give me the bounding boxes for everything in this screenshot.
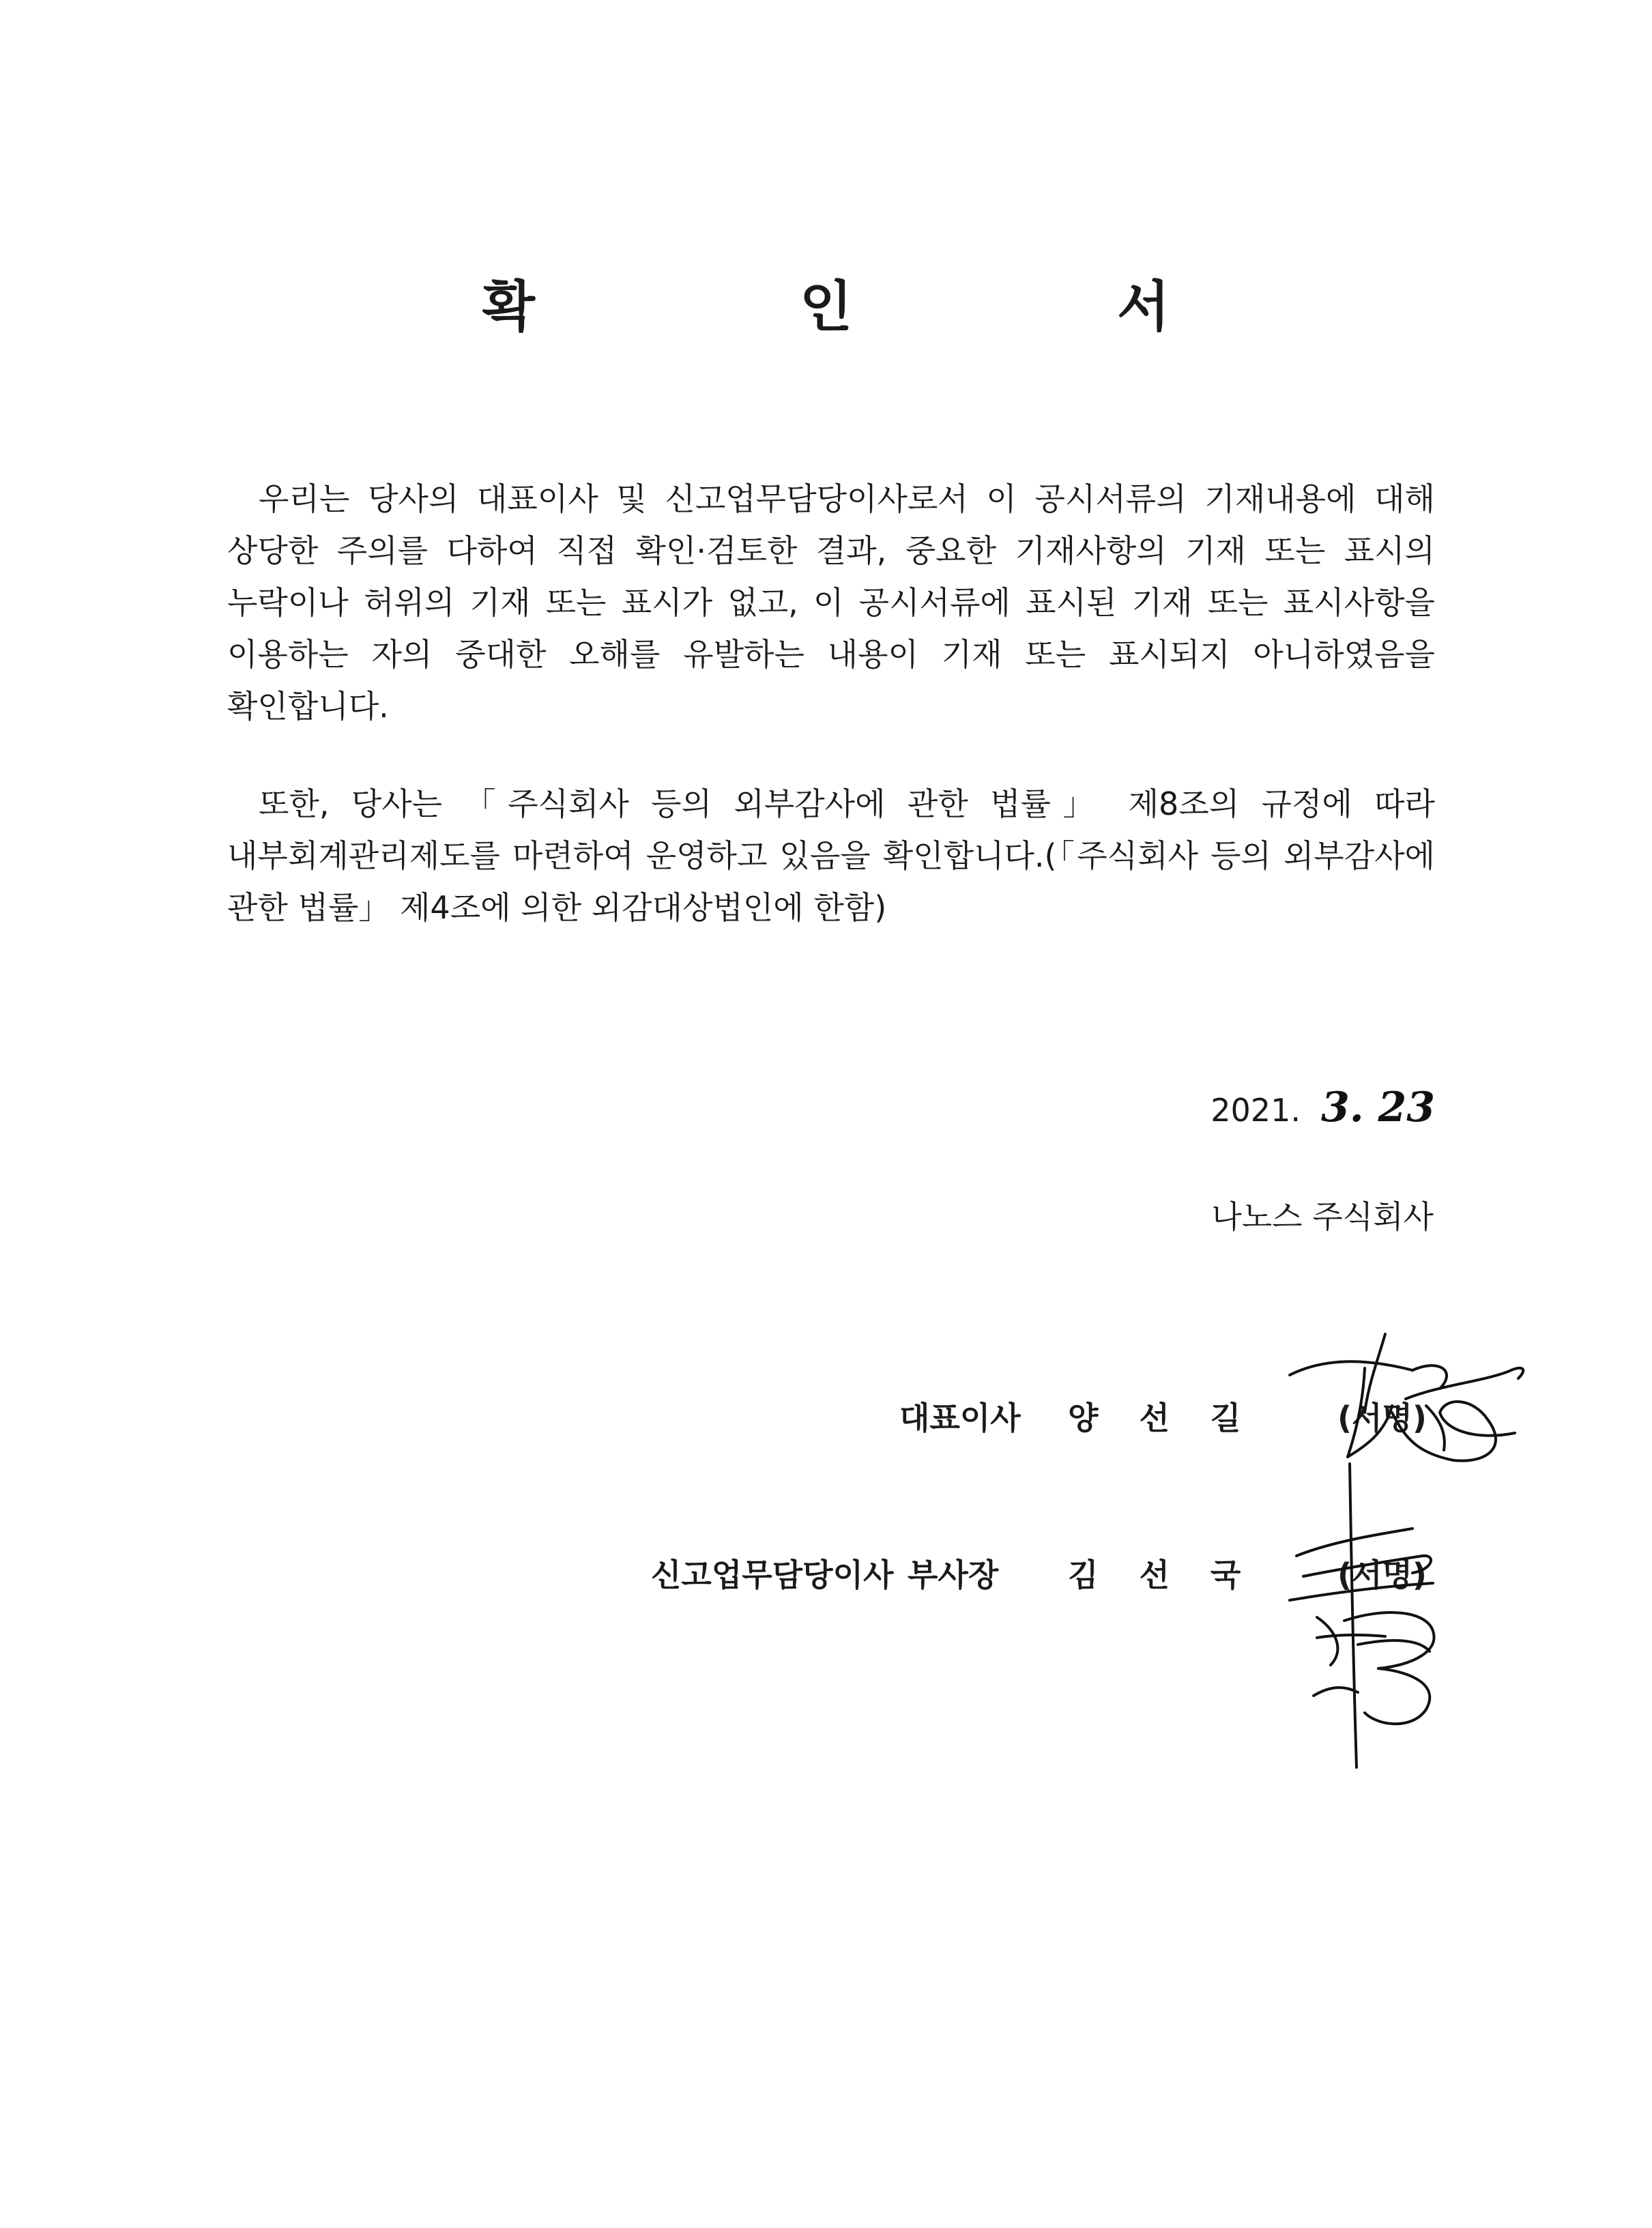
signer-position-disclosure-director: 부사장 (908, 1557, 999, 1593)
date-handwritten: 3. 23 (1320, 1084, 1435, 1131)
document-date (1211, 1082, 1435, 1136)
document-title: 확 인 서 (482, 275, 1293, 338)
date-printed: 2021. (1211, 1092, 1301, 1129)
signature-label-ceo: (서명) (1337, 1400, 1427, 1436)
signature-label-disclosure-director: (서명) (1337, 1557, 1427, 1593)
company-name: 나노스 주식회사 (1211, 1198, 1434, 1235)
signer-name-ceo: 양 선 길 (1068, 1400, 1256, 1436)
paragraph-internal-control: 또한, 당사는 「주식회사 등의 외부감사에 관한 법률」 제8조의 규정에 따라 내부회계관리제도를 마련하여 운영하고 있음을 확인합니다.(「주식회사 등의 외부감사에 관한 법률」 제4조에 의한 외감대상법인에 한함) (227, 785, 1435, 926)
handwritten-signature-disclosure-director (1276, 1460, 1453, 1774)
signer-name-disclosure-director: 김 선 국 (1068, 1557, 1256, 1593)
signer-title-ceo: 대표이사 (899, 1400, 1021, 1436)
paragraph-confirmation: 우리는 당사의 대표이사 및 신고업무담당이사로서 이 공시서류의 기재내용에 대해 상당한 주의를 다하여 직접 확인·검토한 결과, 중요한 기재사항의 기재 또는 표시의 누락이나 허위의 기재 또는 표시가 없고, 이 공시서류에 표시된 기재 또는 표시사항을 이용하는 자의 중대한 오해를 유발하는 내용이 기재 또는 표시되지 아니하였음을 확인합니다. (227, 480, 1435, 725)
signer-title-disclosure-director: 신고업무담당이사 (651, 1557, 894, 1593)
